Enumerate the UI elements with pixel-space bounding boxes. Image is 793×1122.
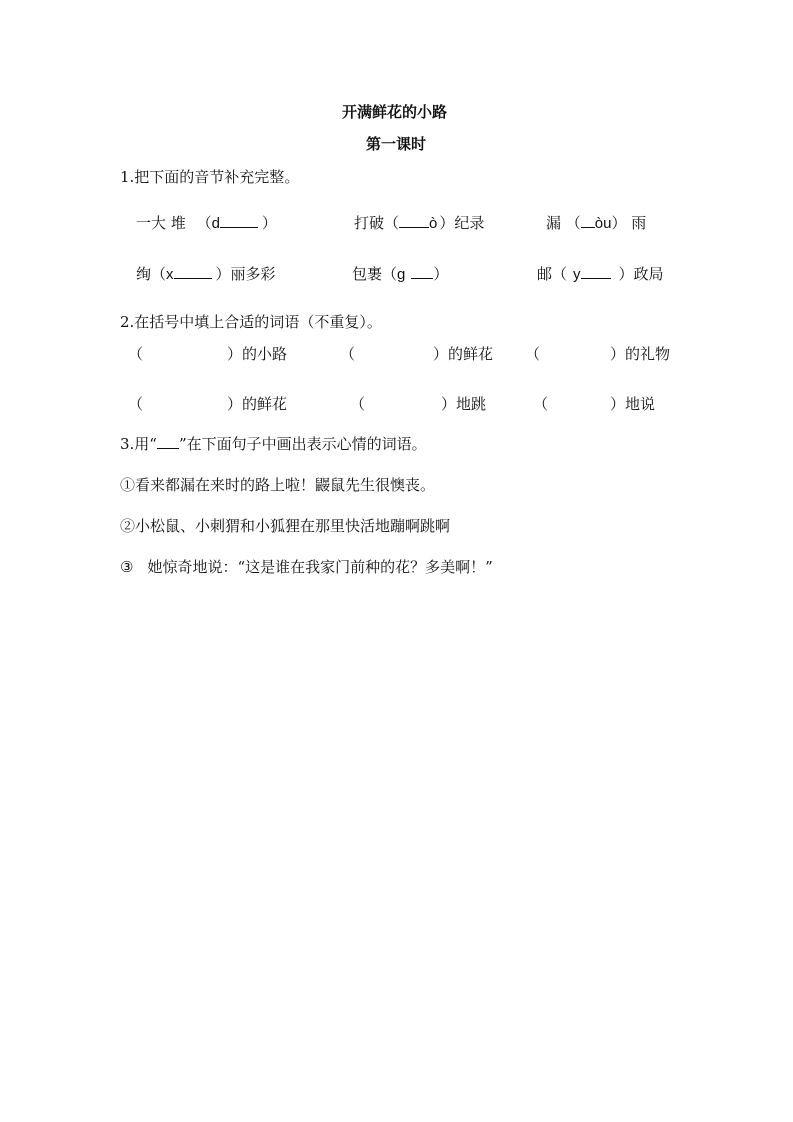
blank-line[interactable] — [220, 213, 258, 228]
q1-hint: òu — [594, 215, 612, 232]
q1-word: 一大 堆 — [136, 214, 186, 232]
sentence-3-text: 她惊奇地说：“这是谁在我家门前种的花？多美啊！” — [147, 558, 493, 576]
q2-close: ）的小路 — [227, 345, 288, 363]
q2-blank-1[interactable] — [128, 344, 287, 364]
lesson-subtitle: 第一课时 — [366, 135, 427, 153]
q1-hint: g — [397, 266, 406, 283]
blank-line[interactable] — [581, 264, 611, 279]
q1-hint: ò — [429, 215, 438, 232]
q2-close: ）的礼物 — [610, 345, 671, 363]
q2-open: （ — [340, 345, 356, 363]
q1-hint: y — [573, 266, 581, 283]
q2-open: （ — [128, 345, 144, 363]
q2-close: ）地跳 — [441, 395, 487, 413]
q2-blank-6[interactable] — [533, 394, 655, 414]
question-2-heading: 2.在括号中填上合适的词语（不重复）。 — [120, 313, 382, 331]
q1-close: ）政局 — [618, 265, 664, 283]
q2-open: （ — [533, 395, 549, 413]
q1-close: ） 雨 — [611, 214, 647, 232]
q2-close: ）的鲜花 — [433, 345, 494, 363]
q1-close: ） — [433, 265, 449, 283]
blank-line[interactable] — [399, 213, 429, 228]
q1-close: ）丽多彩 — [215, 265, 276, 283]
sentence-1: ①看来都漏在来时的路上啦！鼹鼠先生很懊丧。 — [120, 476, 436, 494]
q2-close: ）的鲜花 — [227, 395, 288, 413]
q1-pre: 包裹（ — [352, 265, 398, 283]
q1-open: （ — [196, 214, 212, 232]
q1-item-dapo — [354, 213, 484, 234]
blank-line[interactable] — [174, 264, 212, 279]
q1-item-dui — [136, 213, 277, 234]
q1-item-you — [537, 264, 664, 285]
q1-pre: 邮（ — [537, 265, 568, 283]
q1-pre: 漏 （ — [546, 214, 581, 232]
q1-close: ） — [261, 214, 277, 232]
q3-heading-pre: 3.用“ — [120, 435, 157, 453]
page-title: 开满鲜花的小路 — [342, 103, 448, 121]
q1-hint: d — [211, 215, 220, 232]
q1-close: ）纪录 — [439, 214, 485, 232]
q3-heading-post: ”在下面句子中画出表示心情的词语。 — [178, 435, 427, 453]
q2-open: （ — [128, 395, 144, 413]
blank-line[interactable] — [411, 264, 433, 279]
q2-blank-3[interactable] — [525, 344, 670, 364]
q1-pre: 绚（ — [136, 265, 167, 283]
sentence-3-number: ③ — [120, 558, 134, 576]
q2-close: ）地说 — [610, 395, 656, 413]
q2-open: （ — [350, 395, 366, 413]
question-3-heading — [120, 434, 427, 454]
q2-blank-5[interactable] — [350, 394, 486, 414]
underline-sample — [157, 434, 179, 449]
q1-item-lou — [546, 213, 646, 234]
q2-blank-4[interactable] — [128, 394, 287, 414]
q1-hint: x — [166, 266, 174, 283]
sentence-3 — [120, 557, 493, 577]
blank-line[interactable] — [581, 213, 595, 228]
sentence-2: ②小松鼠、小刺猬和小狐狸在那里快活地蹦啊跳啊 — [120, 517, 451, 535]
q1-pre: 打破（ — [354, 214, 400, 232]
question-1-heading: 1.把下面的音节补充完整。 — [120, 168, 300, 186]
q2-open: （ — [525, 345, 541, 363]
q1-item-guo — [352, 264, 448, 285]
q2-blank-2[interactable] — [340, 344, 493, 364]
q1-item-xuan — [136, 264, 276, 285]
